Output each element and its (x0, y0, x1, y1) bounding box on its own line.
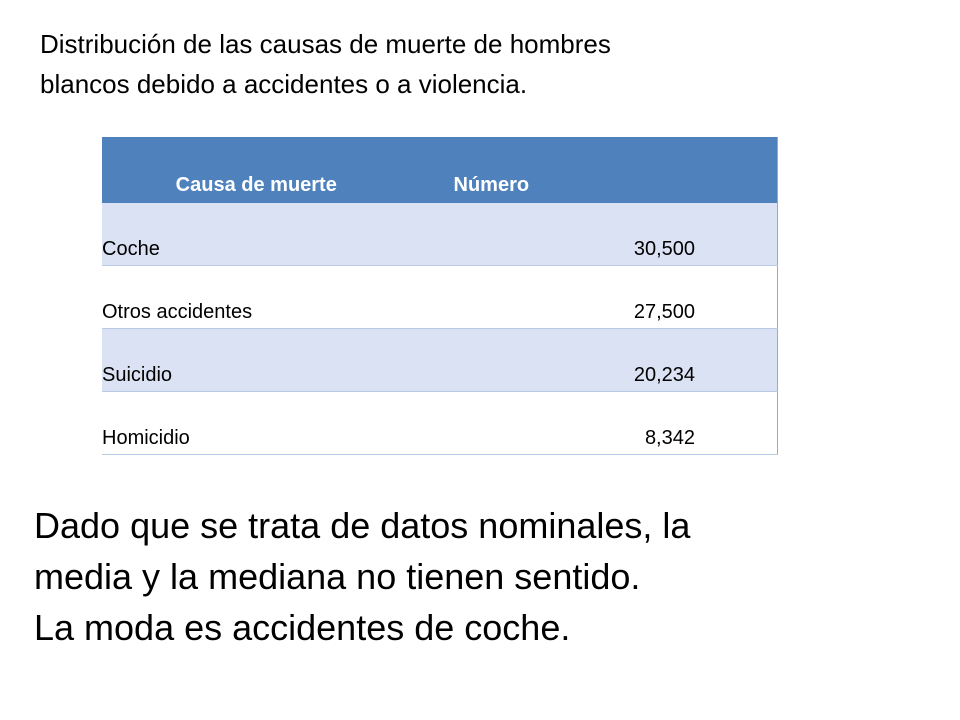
cell-number: 30,500 (411, 203, 778, 266)
conclusion-line-2: media y la mediana no tienen sentido. (34, 556, 641, 597)
title-line-2: blancos debido a accidentes o a violencia. (40, 69, 528, 99)
conclusion-line-1: Dado que se trata de datos nominales, la (34, 505, 691, 546)
cell-cause: Coche (102, 203, 411, 266)
cell-number: 20,234 (411, 329, 778, 392)
table-row (102, 392, 778, 455)
header-number: Número (411, 137, 778, 203)
header-cause: Causa de muerte (102, 137, 411, 203)
table-header-row (102, 137, 778, 203)
cell-cause: Suicidio (102, 329, 411, 392)
conclusion-text (34, 500, 934, 653)
causes-table (102, 137, 778, 455)
cell-number: 27,500 (411, 266, 778, 329)
page-title (40, 24, 900, 104)
cell-cause: Homicidio (102, 392, 411, 455)
cell-cause: Otros accidentes (102, 266, 411, 329)
title-line-1: Distribución de las causas de muerte de hombres (40, 29, 611, 59)
table-row (102, 329, 778, 392)
table-row (102, 203, 778, 266)
conclusion-line-3: La moda es accidentes de coche. (34, 607, 571, 648)
table-row (102, 266, 778, 329)
cell-number: 8,342 (411, 392, 778, 455)
